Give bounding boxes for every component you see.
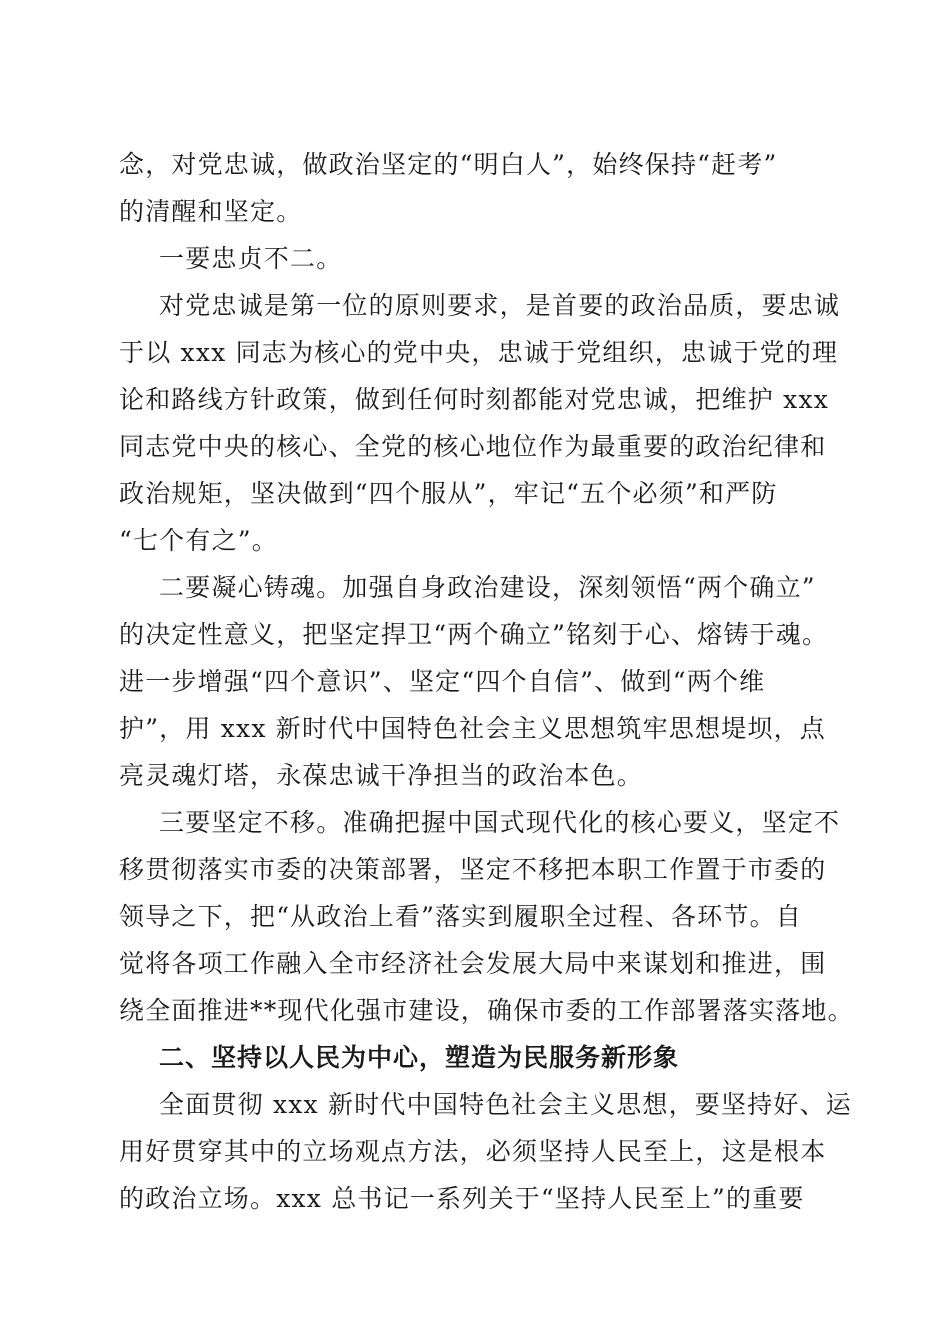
document-body [119,141,854,1222]
text-line: 于以 xxx 同志为核心的党中央，忠诚于党组织，忠诚于党的理 [119,338,839,367]
text-line: 全面贯彻 xxx 新时代中国特色社会主义思想，要坚持好、运 [159,1090,852,1119]
text-line: 二要凝心铸魂。加强自身政治建设，深刻领悟“两个确立” [159,573,816,602]
text-line: 同志党中央的核心、全党的核心地位作为最重要的政治纪律和 [119,432,827,461]
text-line: 念，对党忠诚，做政治坚定的“明白人”，始终保持“赶考” [119,150,778,179]
text-line: 的政治立场。xxx 总书记一系列关于“坚持人民至上”的重要 [119,1184,805,1213]
section-subheading: 一要忠贞不二。 [159,244,343,273]
text-line: 进一步增强“四个意识”、坚定“四个自信”、做到“两个维 [119,667,766,696]
text-line: 三要坚定不移。准确把握中国式现代化的核心要义，坚定不 [159,808,841,837]
text-line: 对党忠诚是第一位的原则要求，是首要的政治品质，要忠诚 [159,291,841,320]
text-line: 觉将各项工作融入全市经济社会发展大局中来谋划和推进，围 [119,949,827,978]
text-line: 政治规矩，坚决做到“四个服从”，牢记“五个必须”和严防 [119,479,778,508]
text-line: “七个有之”。 [119,526,278,555]
text-line: 绕全面推进**现代化强市建设，确保市委的工作部署落实落地。 [119,996,854,1025]
text-line: 亮灵魂灯塔，永葆忠诚干净担当的政治本色。 [119,761,644,790]
text-line: 领导之下，把“从政治上看”落实到履职全过程、各环节。自 [119,902,802,931]
text-line: 护”，用 xxx 新时代中国特色社会主义思想筑牢思想堤坝，点 [119,714,826,743]
text-line: 移贯彻落实市委的决策部署，坚定不移把本职工作置于市委的 [119,855,827,884]
text-line: 用好贯穿其中的立场观点方法，必须坚持人民至上，这是根本 [119,1137,827,1166]
text-line: 的决定性意义，把坚定捍卫“两个确立”铭刻于心、熔铸于魂。 [119,620,829,649]
text-line: 论和路线方针政策，做到任何时刻都能对党忠诚，把维护 xxx [119,385,830,414]
text-line: 的清醒和坚定。 [119,197,303,226]
section-heading: 二、坚持以人民为中心，塑造为民服务新形象 [159,1043,680,1072]
